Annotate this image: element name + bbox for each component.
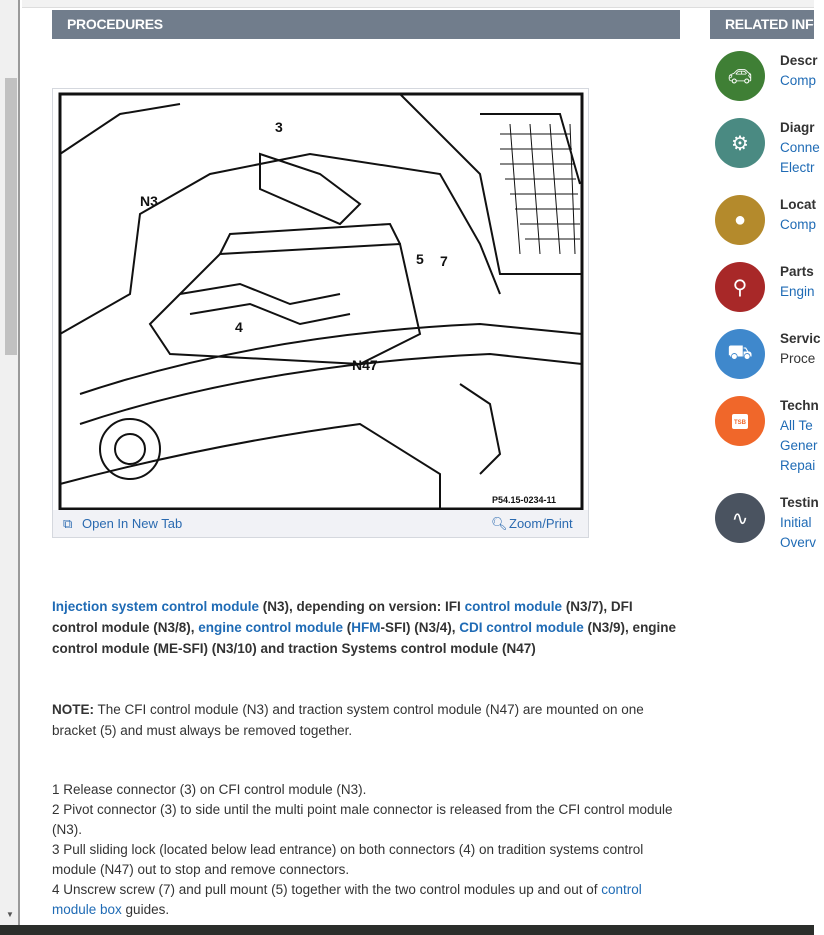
- related-text: [780, 396, 820, 476]
- steps-list: [52, 780, 682, 920]
- link-control-module-box[interactable]: control module box: [52, 882, 642, 917]
- related-link[interactable]: Repai: [780, 458, 816, 473]
- related-title: Diagr: [780, 120, 815, 135]
- text: (N3/7), DFI control module (N3/8),: [52, 599, 633, 635]
- scroll-down-arrow-icon[interactable]: ▼: [6, 910, 14, 919]
- related-text: [780, 195, 820, 235]
- text: 4 Unscrew screw (7) and pull mount (5) together with the two control modules up and out of: [52, 882, 602, 897]
- related-link[interactable]: Initial: [780, 515, 812, 530]
- related-title: Descr: [780, 53, 818, 68]
- link-engine-control-module[interactable]: engine control module: [198, 620, 344, 635]
- open-new-tab-link[interactable]: Open In New Tab: [82, 516, 183, 531]
- related-link[interactable]: Electr: [780, 160, 815, 175]
- related-link[interactable]: Engin: [780, 284, 815, 299]
- link-control-module[interactable]: control module: [464, 599, 563, 614]
- zoom-print-link[interactable]: Zoom/Print: [509, 516, 573, 531]
- tsb-icon: [715, 396, 765, 446]
- note-text: The CFI control module (N3) and traction system control module (N47) are mounted on one bracket (5) and must always be removed together.: [52, 702, 644, 738]
- related-link[interactable]: Comp: [780, 217, 817, 232]
- label-n3: N3: [140, 193, 158, 209]
- procedures-header: PROCEDURES: [52, 10, 680, 39]
- related-title: Techn: [780, 398, 819, 413]
- step: 3 Pull sliding lock (located below lead entrance) on both connectors (4) on tradition systems control module (N47) out to stop and remove connectors.: [52, 842, 644, 877]
- figure-footer: [53, 510, 588, 537]
- note-paragraph: [52, 699, 682, 741]
- related-text: [780, 329, 820, 369]
- scrollbar-thumb[interactable]: [5, 78, 17, 355]
- related-title: Servic: [780, 331, 821, 346]
- related-link[interactable]: Conne: [780, 140, 820, 155]
- top-bar: [22, 0, 814, 8]
- figure-frame: [52, 88, 589, 538]
- related-title: Testin: [780, 495, 819, 510]
- label-7: 7: [440, 253, 448, 269]
- tsb-label: TSB: [732, 414, 748, 429]
- related-text: [780, 118, 820, 178]
- intro-paragraph: [52, 596, 682, 659]
- link-cdi-module[interactable]: CDI control module: [459, 620, 584, 635]
- link-injection-module[interactable]: Injection system control module: [52, 599, 260, 614]
- figure-code: P54.15-0234-11: [492, 495, 557, 505]
- car-description-icon: 🚗︎: [715, 51, 765, 101]
- step: [52, 880, 682, 920]
- left-scrollbar[interactable]: [0, 0, 20, 935]
- note-label: NOTE:: [52, 702, 94, 717]
- bottom-bar: [0, 925, 814, 935]
- text: (N3/9), engine control module (ME-SFI) (N3/10) and traction Systems control module (N47): [52, 620, 677, 656]
- related-link[interactable]: Comp: [780, 73, 817, 88]
- label-4: 4: [235, 319, 243, 335]
- related-info-header: RELATED INFO: [710, 10, 814, 39]
- step: 1 Release connector (3) on CFI control module (N3).: [52, 782, 367, 797]
- waveform-icon: ∿: [715, 493, 765, 543]
- related-link[interactable]: Gener: [780, 438, 818, 453]
- text: (N3), depending on version: IFI: [259, 599, 465, 614]
- control-module-diagram[interactable]: [60, 94, 582, 509]
- related-text: [780, 493, 820, 553]
- related-title: Locat: [780, 197, 817, 212]
- label-3: 3: [275, 119, 283, 135]
- zoom-icon[interactable]: 🔍︎: [491, 516, 508, 531]
- label-5: 5: [416, 251, 424, 267]
- link-hfm[interactable]: HFM: [351, 620, 381, 635]
- service-lift-icon: ⛟: [715, 329, 765, 379]
- related-link[interactable]: Overv: [780, 535, 817, 550]
- related-link[interactable]: All Te: [780, 418, 813, 433]
- related-text: [780, 51, 820, 91]
- text: (: [343, 620, 352, 635]
- text: guides.: [121, 902, 170, 917]
- related-title: Parts: [780, 264, 814, 279]
- related-text: [780, 262, 820, 302]
- step: 2 Pivot connector (3) to side until the multi point male connector is released from the CFI control module (N3).: [52, 802, 673, 837]
- open-new-tab-icon[interactable]: ⧉: [63, 516, 73, 531]
- location-pin-icon: ●: [715, 195, 765, 245]
- diagram-icon: ⚙︎: [715, 118, 765, 168]
- parts-icon: ⚲: [715, 262, 765, 312]
- label-n47: N47: [352, 357, 378, 373]
- text: -SFI) (N3/4),: [380, 620, 460, 635]
- related-link[interactable]: Proce: [780, 351, 816, 366]
